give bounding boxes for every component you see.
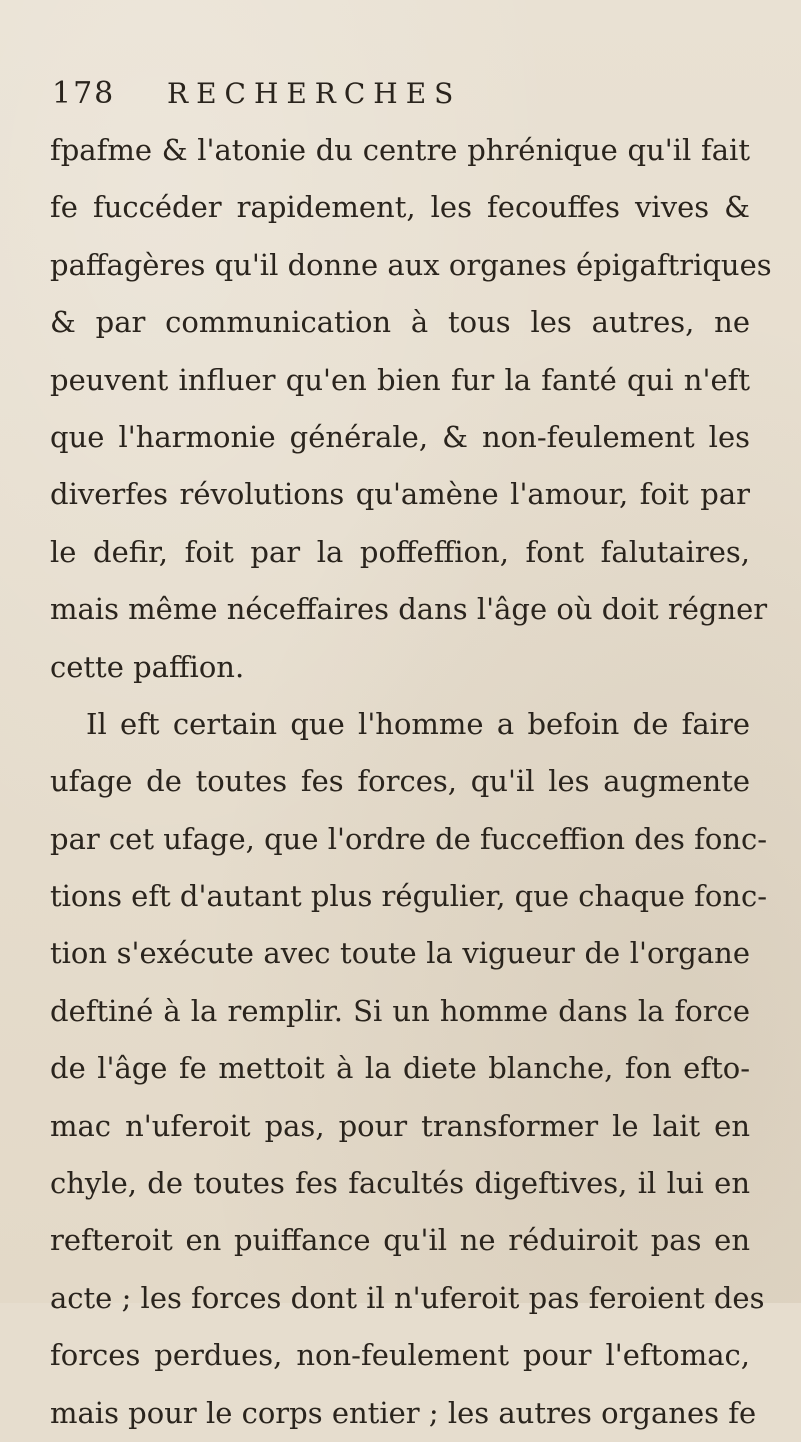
- text-line: de l'âge fe mettoit à la diete blanche, fon efto-: [50, 1051, 750, 1086]
- text-line: fpafme & l'atonie du centre phrénique qu'il fait: [50, 133, 750, 167]
- page-header: [52, 76, 752, 124]
- text-line: tion s'exécute avec toute la vigueur de l'organe: [50, 936, 750, 971]
- text-line: fe fuccéder rapidement, les fecouffes vives &: [50, 190, 750, 225]
- text-line: chyle, de toutes fes facultés digeftives, il lui en: [50, 1166, 750, 1201]
- text-line: acte ; les forces dont il n'uferoit pas feroient des: [50, 1280, 765, 1315]
- text-line: mais même néceffaires dans l'âge où doit régner: [50, 592, 768, 627]
- text-line: Il eft certain que l'homme a befoin de faire: [86, 706, 750, 741]
- text-line: mac n'uferoit pas, pour transformer le lait en: [50, 1108, 750, 1143]
- text-line: mais pour le corps entier ; les autres organes fe: [50, 1395, 757, 1430]
- text-line: que l'harmonie générale, & non-feulement les: [50, 419, 750, 454]
- text-line: refteroit en puiffance qu'il ne réduiroit pas en: [50, 1223, 750, 1258]
- text-line: peuvent influer qu'en bien fur la fanté qui n'eft: [50, 362, 750, 397]
- text-line: forces perdues, non-feulement pour l'eftomac,: [50, 1338, 750, 1373]
- text-line: par cet ufage, que l'ordre de fucceffion des fonc-: [50, 821, 768, 856]
- text-line: tions eft d'autant plus régulier, que chaque fonc-: [50, 879, 767, 914]
- text-line: paffagères qu'il donne aux organes épigaftriques: [50, 247, 772, 282]
- running-head: RECHERCHES: [167, 77, 462, 110]
- page-number: 178: [52, 76, 116, 111]
- text-line: deftiné à la remplir. Si un homme dans la force: [50, 993, 750, 1028]
- text-line: diverfes révolutions qu'amène l'amour, foit par: [50, 477, 750, 512]
- text-line: le defir, foit par la poffeffion, font falutaires,: [50, 534, 750, 569]
- text-line: & par communication à tous les autres, ne: [50, 305, 750, 340]
- text-line: ufage de toutes fes forces, qu'il les augmente: [50, 764, 750, 799]
- text-line: cette paffion.: [50, 649, 245, 684]
- text-body: [50, 122, 772, 1442]
